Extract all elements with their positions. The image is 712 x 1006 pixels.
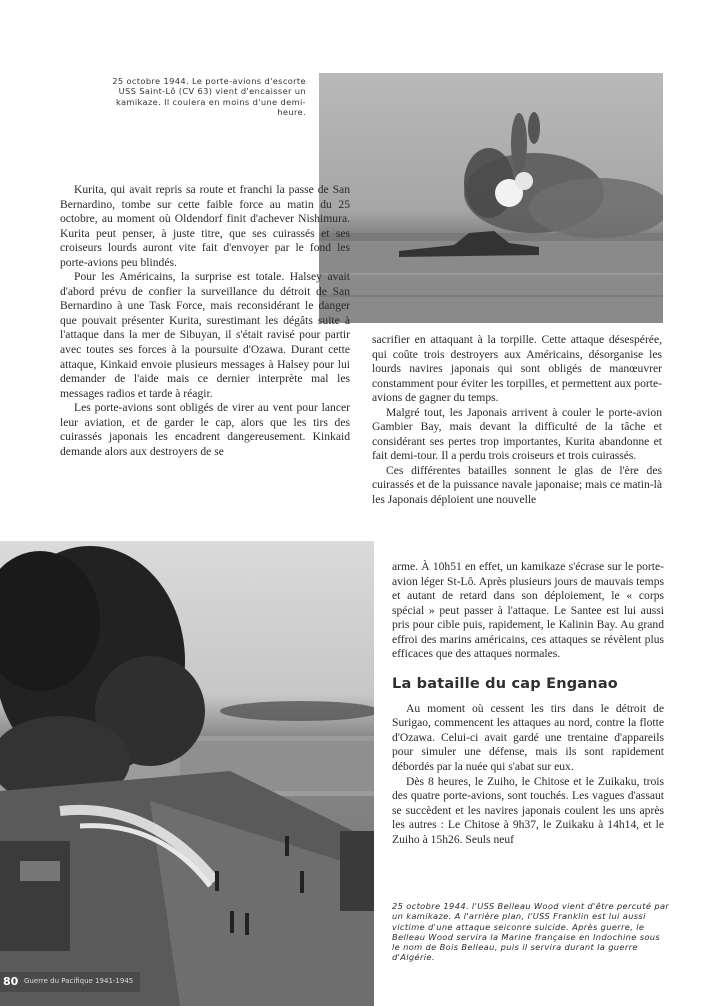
caption-belleau-wood: 25 octobre 1944. l'USS Belleau Wood vient d'être percuté par un kamikaze. A l'arrière plan, l'USS Franklin est lui aussi victime d'une attaque seiconre suicide. Après guerre, le Belleau Wood servira la Marine française en Indochine sous le nom de Bois Belleau, puis il servira durant la guerre d'Algérie. (392, 901, 670, 963)
paragraph: arme. À 10h51 en effet, un kamikaze s'écrase sur le porte-avion léger St-Lô. Après plusieurs jours de mauvais temps et autant de retard dans son déploiement, le « corps spécial » peut passer à l'attaque. Le Santee est lui aussi pris pour cible puis, rapidement, le Kalinin Bay. Au grand effroi des marins américains, ces attaques se révèlent plus efficaces que des attaques normales. (392, 560, 664, 661)
paragraph: Malgré tout, les Japonais arrivent à couler le porte-avion Gambier Bay, mais devant la difficulté de la tâche et considérant ses pertes trop importantes, Kurita abandonne et fait demi-tour. Il a perdu trois croiseurs et trois cuirassés. (372, 405, 662, 463)
paragraph: Au moment où cessent les tirs dans le détroit de Surigao, commencent les attaques au nord, contre la flotte d'Ozawa. Celui-ci avait gardé une trentaine d'appareils pour simuler une défense, mais ils sont rapidement débordés par la nuée qui s'abat sur eux. (392, 701, 664, 774)
paragraph: Kurita, qui avait repris sa route et franchi la passe de San Bernardino, tombe sur cette faible force au matin du 25 octobre, au moment où Oldendorf finit d'achever Nishimura. Kurita peut penser, à juste titre, que ses cuirassés et ses croiseurs lourds auront vite fait d'envoyer par le fond les porte-avions peu blindés. (60, 183, 350, 269)
deck-fire-image (0, 541, 374, 1006)
photo-belleau-wood-fire (0, 541, 374, 1006)
text-column-right-lower (392, 560, 664, 847)
photo-saint-lo-explosion (319, 73, 663, 323)
caption-saint-lo: 25 octobre 1944. Le porte-avions d'escorte USS Saint-Lô (CV 63) vient d'encaisser un kamikaze. Il coulera en moins d'une demi-heure. (112, 76, 306, 117)
paragraph: Ces différentes batailles sonnent le glas de l'ère des cuirassés et de la puissance navale japonaise; mais ce matin-là les Japonais déploient une nouvelle (372, 463, 662, 507)
paragraph: sacrifier en attaquant à la torpille. Cette attaque désespérée, qui coûte trois destroyers aux Américains, désorganise les lourds navires japonais qui sont obligés de manœuvrer constamment pour éviter les torpilles, et permettent aux porte-avions de gagner du temps. (372, 333, 662, 405)
page-number: 80 (3, 975, 19, 988)
section-heading: La bataille du cap Enganao (392, 675, 618, 692)
explosion-image (319, 73, 663, 323)
paragraph: Dès 8 heures, le Zuiho, le Chitose et le Zuikaku, trois des quatre porte-avions, sont touchés. Les vagues d'assaut se succèdent et les navires japonais coulent les uns après les autres : Le Chitose à 9h37, le Zuikaku à 14h14, et le Zuiho à 15h26. Seuls neuf (392, 774, 664, 846)
paragraph: Pour les Américains, la surprise est totale. Halsey avait d'abord prévu de confier la surveillance du détroit de San Bernardino à une Task Force, mais reconsidérant le danger que pouvait présenter Kurita, surestimant les dégâts suite à l'attaque dans la mer de Sibuyan, il s'était ravisé pour partir avec toutes ses forces à la poursuite d'Ozawa. Durant cette attaque, Kinkaid envoie plusieurs messages à Halsey pour lui demander de l'aide mais ce dernier interprète mal les messages radios et tarde à réagir. (60, 270, 350, 400)
running-head: Guerre du Pacifique 1941-1945 (24, 977, 134, 985)
text-column-right-upper (372, 333, 662, 508)
text-column-left (60, 183, 350, 459)
photo-credit: NARA (350, 545, 364, 551)
paragraph: Les porte-avions sont obligés de virer au vent pour lancer leur aviation, et de garder le cap, alors que les tirs des cuirassés japonais les encadrent dangereusement. Kinkaid demande alors aux destroyers de se (60, 401, 350, 458)
